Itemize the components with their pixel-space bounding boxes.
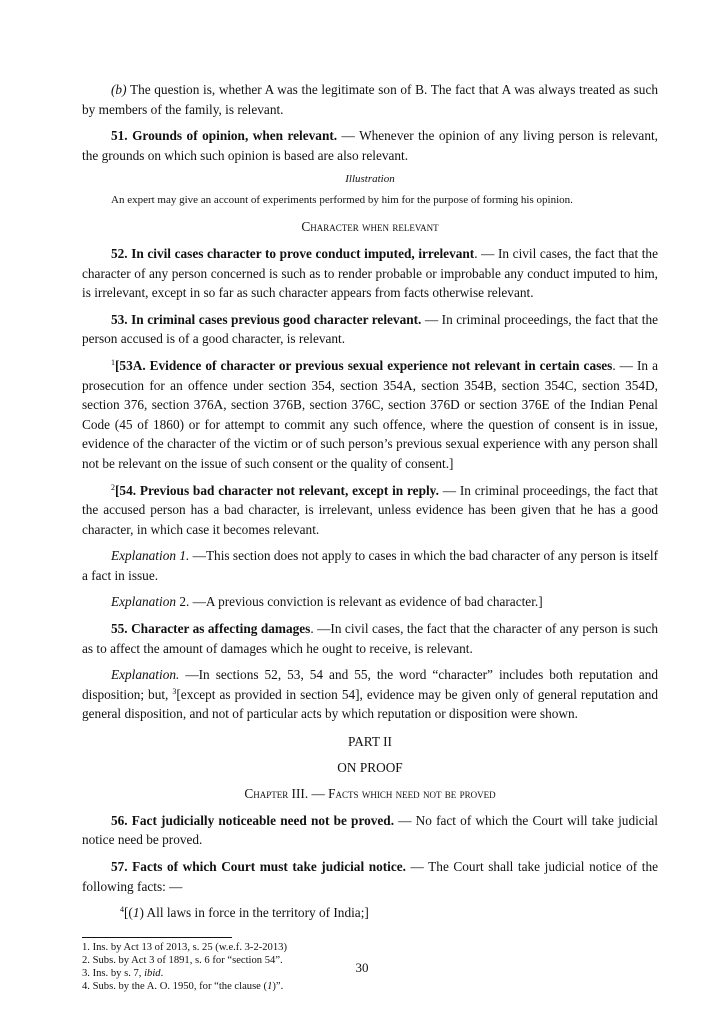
- illustration-b-label: (b): [111, 82, 127, 97]
- explanation-55: [82, 665, 658, 724]
- section-53: [82, 310, 658, 349]
- section-54: [82, 481, 658, 540]
- section-54-heading: [54. Previous bad character not relevant, except in reply.: [115, 482, 439, 498]
- section-53a-text: . — In a prosecution for an offence under section 354, section 354A, section 354B, section 354C, section 354D, section 376, section 376A, section 376B, section 376C, section 376D or section 376E of the Indian Penal Code (45 of 1860) or for attempt to commit any such offence, where the question of consent is in issue, evidence of the character of the victim or of such person’s previous sexual experience with any person shall not be relevant on the issue of such consent or the quality of consent.]: [82, 357, 658, 471]
- section-55: [82, 619, 658, 658]
- footnote-marker-4: 4: [120, 905, 124, 915]
- section-56-text: — No fact of which the Court will take judicial notice need be proved.: [82, 812, 658, 848]
- footnote-marker-1: 1: [111, 357, 115, 367]
- footnote-marker-2: 2: [111, 482, 115, 492]
- section-53a: [82, 356, 658, 474]
- illustration-b: [82, 80, 658, 119]
- section-53a-heading: [53A. Evidence of character or previous sexual experience not relevant in certain cases: [115, 357, 613, 373]
- section-51: [82, 126, 658, 165]
- section-53-text: — In criminal proceedings, the fact that the person accused is of a good character, is relevant.: [82, 311, 658, 347]
- explanation-2-label: Explanation: [111, 594, 176, 610]
- section-57: [82, 857, 658, 896]
- section-57-text: — The Court shall take judicial notice of the following facts: —: [82, 859, 658, 894]
- footnote-divider: [82, 937, 232, 938]
- document-body: [82, 80, 658, 993]
- illustration-text: An expert may give an account of experiments performed by him for the purpose of forming his opinion.: [111, 194, 573, 207]
- section-51-text: — Whenever the opinion of any living person is relevant, the grounds on which such opinion is based are also relevant.: [82, 128, 658, 163]
- clause-text: ) All laws in force in the territory of India;]: [139, 905, 369, 921]
- section-52-heading: 52. In civil cases character to prove conduct imputed, irrelevant: [111, 245, 475, 261]
- character-heading: Character when relevant: [301, 219, 439, 235]
- part-subtitle: ON PROOF: [337, 759, 403, 775]
- explanation-55-text-b: [except as provided in section 54], evidence may be given only of general reputation and general disposition, and not of particular acts by which reputation or disposition were shown.: [82, 686, 658, 722]
- section-52-text: . — In civil cases, the fact that the character of any person concerned is such as to render probable or improbable any conduct imputed to him, is irrelevant, except in so far as such character appears from facts otherwise relevant.: [82, 245, 658, 301]
- section-53-heading: 53. In criminal cases previous good character relevant.: [111, 311, 422, 327]
- footnote-3-a: 3. Ins. by s. 7,: [82, 967, 145, 979]
- footnote-4: [82, 980, 658, 993]
- section-51-heading: 51. Grounds of opinion, when relevant.: [111, 128, 338, 144]
- section-52: [82, 244, 658, 303]
- footnote-marker-3: 3: [172, 686, 177, 696]
- footnote-3-c: .: [160, 967, 164, 979]
- explanation-1-text: —This section does not apply to cases in which the bad character of any person is itself a fact in issue.: [82, 548, 659, 583]
- part-title: PART II: [348, 734, 392, 750]
- explanation-1: [82, 546, 658, 585]
- explanation-55-label: Explanation.: [111, 667, 180, 683]
- chapter-title: Chapter III. — Facts which need not be proved: [244, 786, 496, 802]
- section-57-heading: 57. Facts of which Court must take judicial notice.: [111, 859, 406, 874]
- clause-open: [(: [124, 905, 133, 921]
- section-55-text: . —In civil cases, the fact that the character of any person is such as to affect the amount of damages which he ought to receive, is relevant.: [82, 621, 658, 656]
- section-54-text: — In criminal proceedings, the fact that the accused person has a bad character, is irrelevant, unless evidence has been given that he has a good character, in which case it becomes relevant.: [82, 482, 658, 537]
- illustration-b-text: The question is, whether A was the legitimate son of B. The fact that A was always treated as such by members of the family, is relevant.: [82, 82, 658, 117]
- section-57-clause-1: [82, 903, 658, 923]
- explanation-2-text: 2. —A previous conviction is relevant as evidence of bad character.]: [176, 594, 543, 610]
- footnote-2: 2. Subs. by Act 3 of 1891, s. 6 for “section 54”.: [82, 954, 283, 966]
- explanation-1-label: Explanation 1.: [111, 548, 190, 564]
- section-56: [82, 811, 658, 850]
- footnote-3-ibid: ibid: [144, 967, 161, 979]
- clause-number: 1: [132, 905, 140, 921]
- footnote-4-a: 4. Subs. by the A. O. 1950, for “the clause (: [82, 980, 268, 992]
- section-56-heading: 56. Fact judicially noticeable need not be proved.: [111, 812, 395, 828]
- footnote-4-c: )”.: [272, 980, 284, 992]
- footnote-1: 1. Ins. by Act 13 of 2013, s. 25 (w.e.f. 3-2-2013): [82, 941, 287, 953]
- explanation-55-text-a: —In sections 52, 53, 54 and 55, the word “character” includes both reputation and disposition; but,: [82, 667, 658, 702]
- page-number: 30: [355, 960, 369, 975]
- explanation-2: [82, 592, 658, 612]
- illustration-title: Illustration: [345, 173, 395, 186]
- footnote-4-num: 1: [267, 980, 273, 992]
- section-55-heading: 55. Character as affecting damages: [111, 621, 311, 637]
